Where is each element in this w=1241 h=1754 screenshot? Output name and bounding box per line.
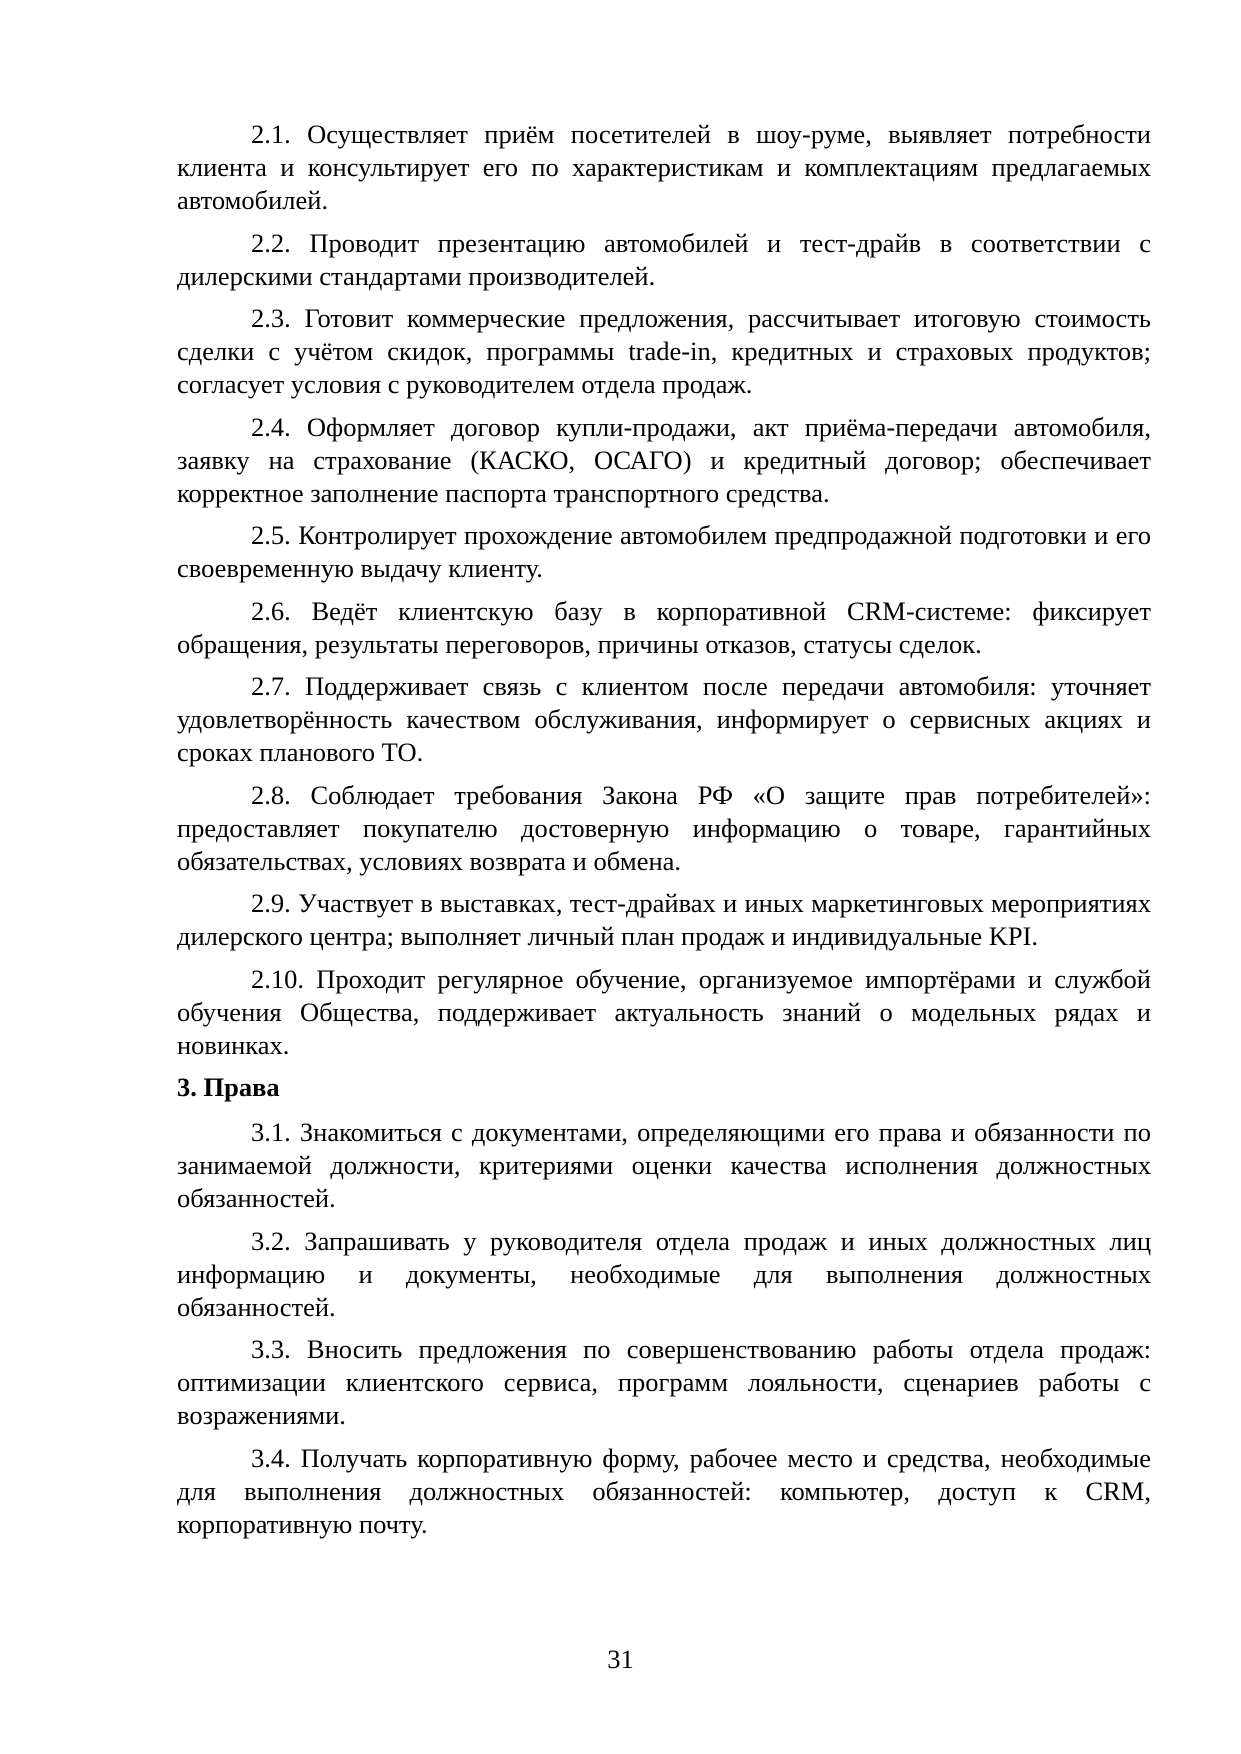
paragraph-2-7: 2.7. Поддерживает связь с клиентом после передачи автомобиля: уточняет удовлетворённость качеством обслуживания, информирует о сервисных акциях и сроках планового ТО. [177, 671, 1151, 767]
section-heading-rights: 3. Права [177, 1072, 280, 1102]
paragraph-2-9: 2.9. Участвует в выставках, тест-драйвах и иных маркетинговых мероприятиях дилерского центра; выполняет личный план продаж и индивидуальные KPI. [177, 888, 1151, 951]
paragraph-2-6: 2.6. Ведёт клиентскую базу в корпоративной CRM-системе: фиксирует обращения, результаты переговоров, причины отказов, статусы сделок. [177, 595, 1151, 659]
paragraph-2-5: 2.5. Контролирует прохождение автомобилем предпродажной подготовки и его своевременную выдачу клиенту. [177, 520, 1151, 583]
page-number: 31 [607, 1644, 634, 1674]
paragraph-2-4: 2.4. Оформляет договор купли-продажи, акт приёма-передачи автомобиля, заявку на страхование (КАСКО, ОСАГО) и кредитный договор; обеспечивает корректное заполнение паспорта транспортного средства. [177, 411, 1151, 508]
paragraph-3-2: 3.2. Запрашивать у руководителя отдела продаж и иных должностных лиц информацию и документы, необходимые для выполнения должностных обязанностей. [177, 1225, 1151, 1322]
paragraph-2-8: 2.8. Соблюдает требования Закона РФ «О защите прав потребителей»: предоставляет покупателю достоверную информацию о товаре, гарантийных обязательствах, условиях возврата и обмена. [177, 779, 1151, 876]
paragraph-2-3: 2.3. Готовит коммерческие предложения, рассчитывает итоговую стоимость сделки с учётом скидок, программы trade-in, кредитных и страховых продуктов; согласует условия с руководителем отдела продаж. [177, 303, 1151, 399]
document-page [177, 118, 1151, 1550]
paragraph-3-4: 3.4. Получать корпоративную форму, рабочее место и средства, необходимые для выполнения должностных обязанностей: компьютер, доступ к CRM, корпоративную почту. [177, 1442, 1151, 1539]
paragraph-2-2: 2.2. Проводит презентацию автомобилей и тест-драйв в соответствии с дилерскими стандартами производителей. [177, 227, 1151, 291]
paragraph-2-10: 2.10. Проходит регулярное обучение, организуемое импортёрами и службой обучения Общества, поддерживает актуальность знаний о модельных рядах и новинках. [177, 963, 1151, 1060]
paragraph-2-1: 2.1. Осуществляет приём посетителей в шоу-руме, выявляет потребности клиента и консультирует его по характеристикам и комплектациям предлагаемых автомобилей. [177, 119, 1151, 215]
paragraph-3-1: 3.1. Знакомиться с документами, определяющими его права и обязанности по занимаемой должности, критериями оценки качества исполнения должностных обязанностей. [177, 1117, 1151, 1213]
paragraph-3-3: 3.3. Вносить предложения по совершенствованию работы отдела продаж: оптимизации клиентского сервиса, программ лояльности, сценариев работы с возражениями. [177, 1334, 1151, 1430]
